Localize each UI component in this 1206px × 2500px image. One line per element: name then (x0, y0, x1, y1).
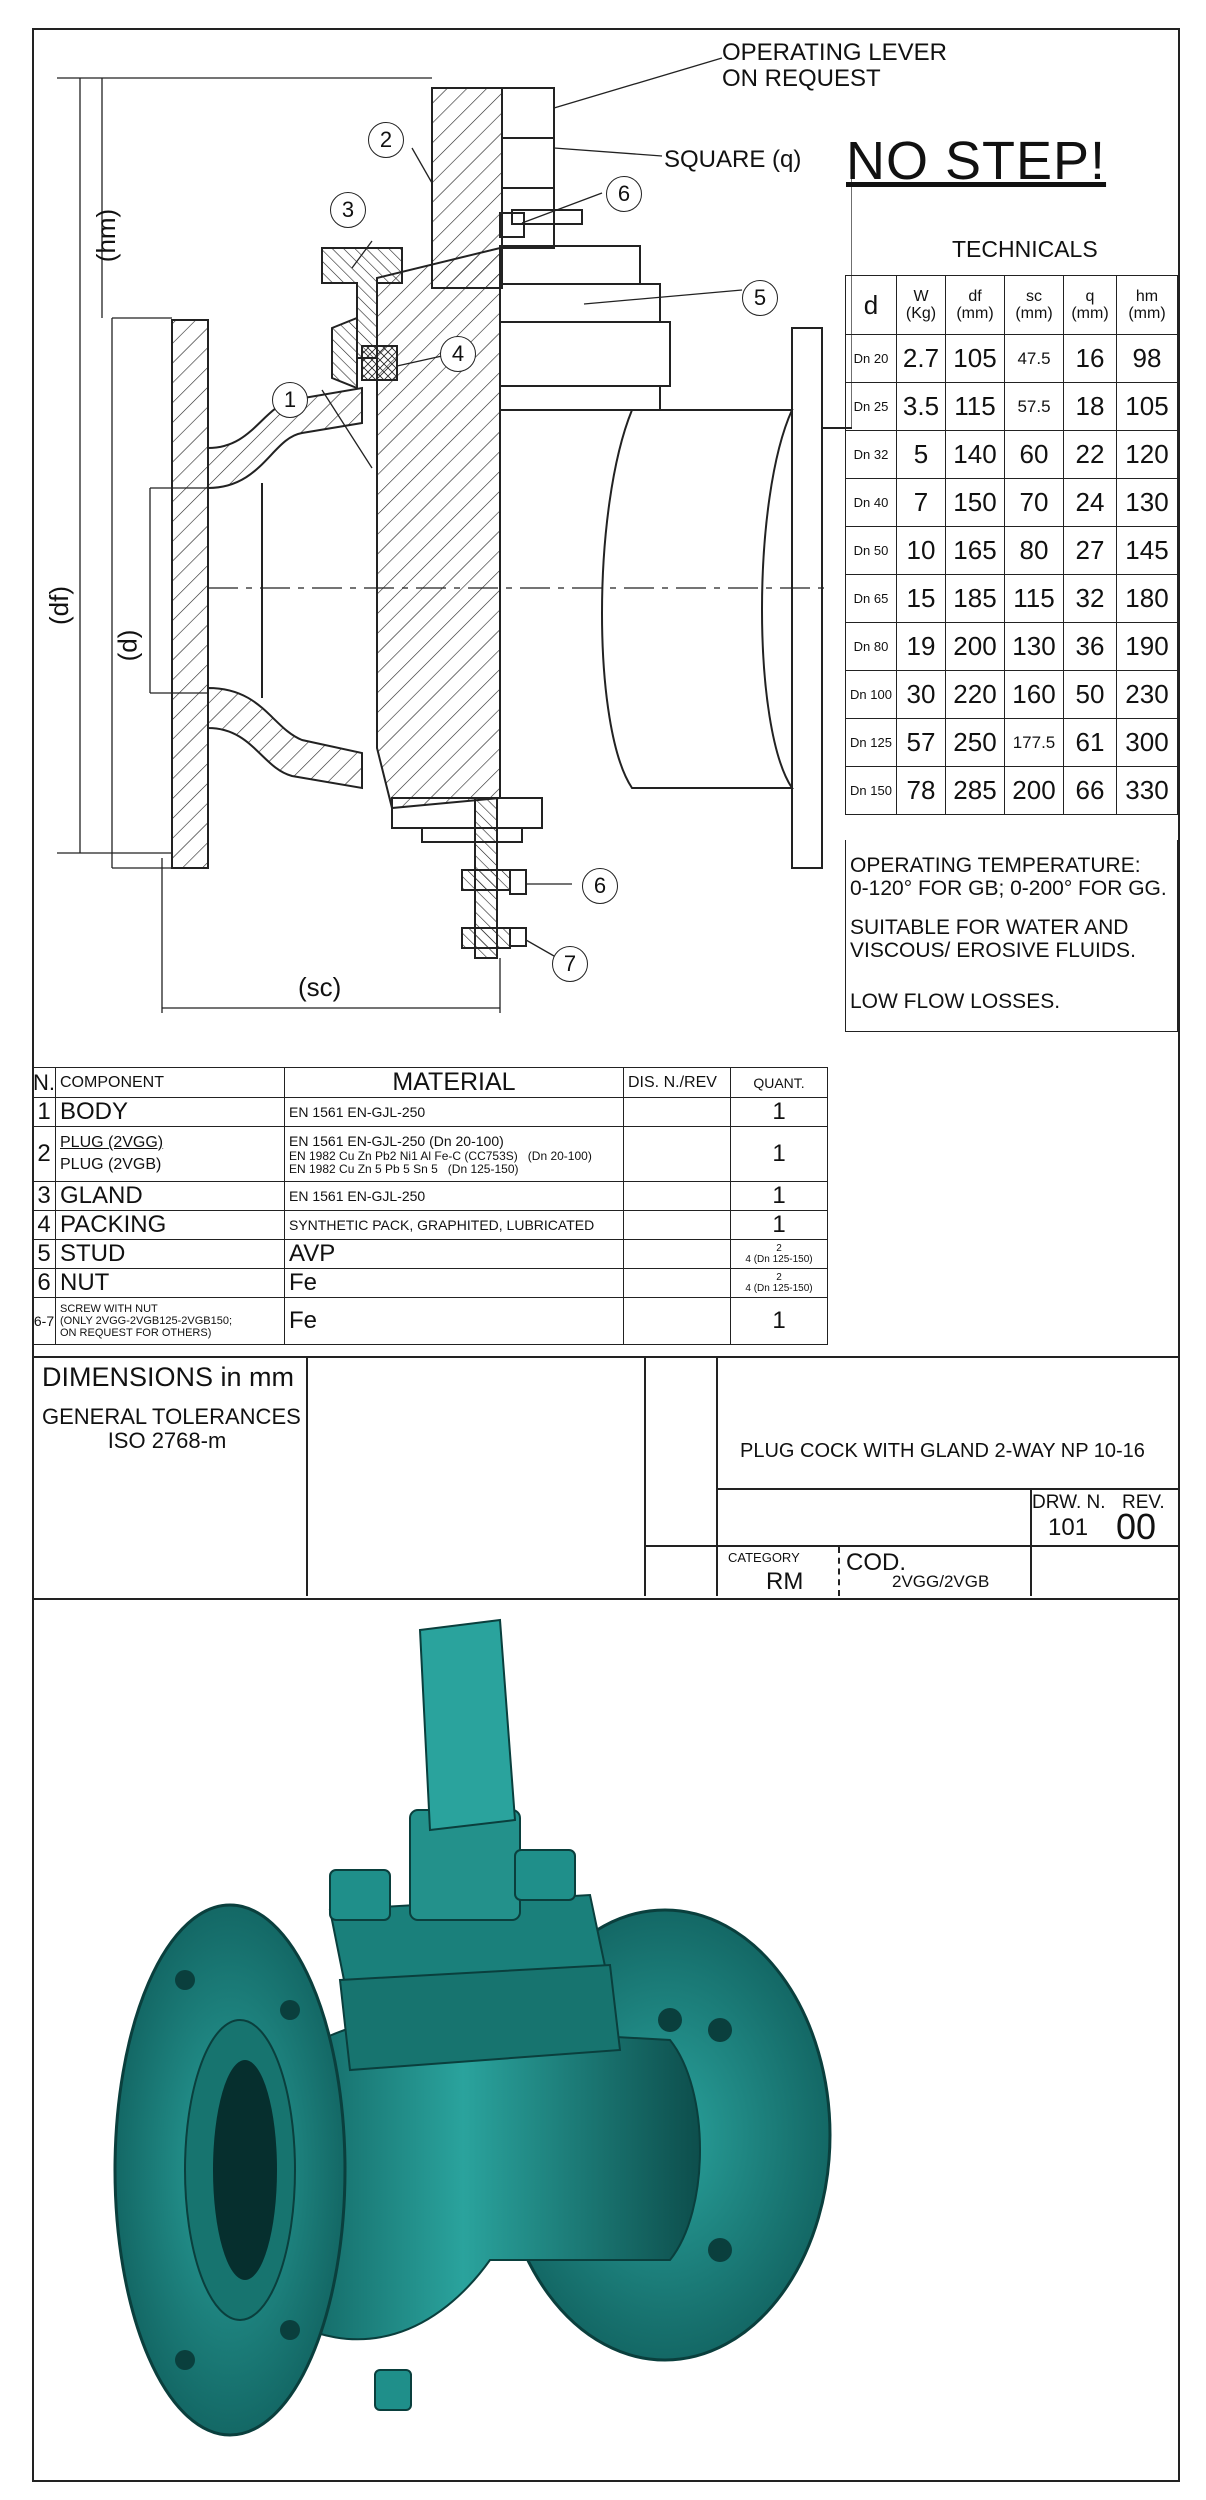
table-cell: 30 (897, 671, 946, 719)
table-cell: Dn 32 (846, 431, 897, 479)
gland-bolt (515, 1850, 575, 1900)
table-cell: Dn 125 (846, 719, 897, 767)
component-material: EN 1561 EN-GJL-250 (Dn 20-100) EN 1982 Cu Zn Pb2 Ni1 Al Fe-C (CC753S) (Dn 20-100) EN 1982 Cu Zn 5 Pb 5 Sn 5 (Dn 125-150) (285, 1127, 624, 1182)
row-number: 5 (33, 1240, 56, 1269)
table-cell: 250 (946, 719, 1005, 767)
table-cell: 230 (1117, 671, 1178, 719)
table-cell: 19 (897, 623, 946, 671)
note-line: 0-120° FOR GB; 0-200° FOR GG. (850, 877, 1167, 900)
table-cell: 3.5 (897, 383, 946, 431)
component-dis (624, 1211, 731, 1240)
title-divider (716, 1488, 1180, 1490)
header-n: N. (33, 1068, 56, 1098)
component-name: GLAND (56, 1182, 285, 1211)
technicals-table (845, 275, 1178, 815)
tolerances-line-1: GENERAL TOLERANCES (42, 1404, 301, 1429)
technicals-header-row (846, 276, 1178, 335)
row-number: 6-7 (33, 1298, 56, 1345)
component-material: Fe (285, 1298, 624, 1345)
bore (213, 2060, 277, 2280)
table-cell: 57 (897, 719, 946, 767)
table-cell: 120 (1117, 431, 1178, 479)
table-cell: 180 (1117, 575, 1178, 623)
technicals-title: TECHNICALS (952, 236, 1098, 262)
table-cell: 98 (1117, 335, 1178, 383)
drw-label: DRW. N. (1032, 1492, 1106, 1513)
table-row (846, 623, 1178, 671)
header-material: MATERIAL (285, 1068, 624, 1098)
table-row (33, 1240, 828, 1269)
component-material: Fe (285, 1269, 624, 1298)
table-row (33, 1182, 828, 1211)
header-w: W (Kg) (897, 276, 946, 335)
callout-6-bottom: 6 (582, 868, 618, 904)
table-row (846, 431, 1178, 479)
table-row (846, 575, 1178, 623)
table-cell: 200 (1005, 767, 1064, 815)
header-sc: sc (mm) (1005, 276, 1064, 335)
components-table (32, 1067, 828, 1345)
table-cell: 160 (1005, 671, 1064, 719)
component-quant: 1 (731, 1182, 828, 1211)
table-cell: 115 (1005, 575, 1064, 623)
callout-5: 5 (742, 280, 778, 316)
component-dis (624, 1269, 731, 1298)
table-cell: 165 (946, 527, 1005, 575)
title-divider (644, 1356, 646, 1596)
table-cell: 2.7 (897, 335, 946, 383)
valve-section-drawing (32, 28, 852, 1063)
component-dis (624, 1240, 731, 1269)
table-cell: Dn 40 (846, 479, 897, 527)
table-row (846, 383, 1178, 431)
cod-label: COD. (846, 1549, 906, 1576)
table-cell: 145 (1117, 527, 1178, 575)
table-cell: 185 (946, 575, 1005, 623)
component-quant: 2 4 (Dn 125-150) (731, 1240, 828, 1269)
component-quant: 1 (731, 1098, 828, 1127)
table-row (846, 719, 1178, 767)
row-number: 2 (33, 1127, 56, 1182)
component-material: EN 1561 EN-GJL-250 (285, 1182, 624, 1211)
table-cell: 15 (897, 575, 946, 623)
table-cell: 130 (1005, 623, 1064, 671)
rev-label: REV. (1122, 1492, 1165, 1513)
table-cell: 27 (1064, 527, 1117, 575)
table-cell: 22 (1064, 431, 1117, 479)
note-line: OPERATING TEMPERATURE: (850, 854, 1141, 877)
table-cell: 220 (946, 671, 1005, 719)
table-cell: Dn 100 (846, 671, 897, 719)
title-divider (838, 1547, 840, 1596)
components-header-row (33, 1068, 828, 1098)
table-cell: 36 (1064, 623, 1117, 671)
table-row (846, 335, 1178, 383)
header-quant: QUANT. (731, 1068, 828, 1098)
dim-sc: (sc) (298, 972, 342, 1002)
table-row (33, 1127, 828, 1182)
dim-d: (d) (112, 629, 143, 662)
header-q: q (mm) (1064, 276, 1117, 335)
table-row (33, 1269, 828, 1298)
title-divider (306, 1356, 308, 1596)
table-cell: 105 (1117, 383, 1178, 431)
table-cell: 115 (946, 383, 1005, 431)
technical-notes (845, 840, 1178, 1032)
component-name: BODY (56, 1098, 285, 1127)
header-d: d (846, 276, 897, 335)
component-dis (624, 1298, 731, 1345)
category-value: RM (766, 1568, 804, 1595)
table-cell: Dn 20 (846, 335, 897, 383)
component-name: PLUG (2VGG) PLUG (2VGB) (56, 1127, 285, 1182)
dim-df: (df) (44, 586, 74, 625)
callout-4: 4 (440, 336, 476, 372)
table-cell: 285 (946, 767, 1005, 815)
header-component: COMPONENT (56, 1068, 285, 1098)
callout-2: 2 (368, 122, 404, 158)
table-cell: 140 (946, 431, 1005, 479)
category-label: CATEGORY (728, 1550, 800, 1565)
drawing-title: PLUG COCK WITH GLAND 2-WAY NP 10-16 (740, 1440, 1145, 1462)
header-df: df (mm) (946, 276, 1005, 335)
title-divider (644, 1545, 1180, 1547)
callout-6-top: 6 (606, 176, 642, 212)
table-row (846, 671, 1178, 719)
table-cell: 300 (1117, 719, 1178, 767)
drw-value: 101 (1048, 1514, 1089, 1541)
rev-value: 00 (1116, 1506, 1157, 1547)
table-cell: 330 (1117, 767, 1178, 815)
header-hm: hm (mm) (1117, 276, 1178, 335)
table-cell: Dn 50 (846, 527, 897, 575)
table-cell: 60 (1005, 431, 1064, 479)
header-dis: DIS. N./REV (624, 1068, 731, 1098)
table-cell: Dn 80 (846, 623, 897, 671)
table-row (846, 479, 1178, 527)
component-quant: 2 4 (Dn 125-150) (731, 1269, 828, 1298)
table-cell: Dn 25 (846, 383, 897, 431)
component-quant: 1 (731, 1298, 828, 1345)
table-cell: 70 (1005, 479, 1064, 527)
component-name: NUT (56, 1269, 285, 1298)
dim-hm: (hm) (91, 208, 122, 263)
cod-value: 2VGG/2VGB (892, 1572, 990, 1591)
table-cell: 66 (1064, 767, 1117, 815)
table-row (33, 1098, 828, 1127)
table-cell: 105 (946, 335, 1005, 383)
callout-1: 1 (272, 382, 308, 418)
component-dis (624, 1127, 731, 1182)
callout-3: 3 (330, 192, 366, 228)
table-cell: 190 (1117, 623, 1178, 671)
callout-7: 7 (552, 946, 588, 982)
component-quant: 1 (731, 1127, 828, 1182)
square-label: SQUARE (q) (664, 146, 802, 173)
table-cell: Dn 65 (846, 575, 897, 623)
tolerances-line-2: ISO 2768-m (107, 1428, 227, 1453)
component-dis (624, 1098, 731, 1127)
table-cell: 32 (1064, 575, 1117, 623)
stem-square (420, 1620, 515, 1830)
table-cell: 16 (1064, 335, 1117, 383)
table-cell: 10 (897, 527, 946, 575)
table-cell: 78 (897, 767, 946, 815)
component-name: SCREW WITH NUT (ONLY 2VGG-2VGB125-2VGB150; ON REQUEST FOR OTHERS) (56, 1298, 285, 1345)
table-cell: 200 (946, 623, 1005, 671)
component-material: AVP (285, 1240, 624, 1269)
component-name: STUD (56, 1240, 285, 1269)
operating-lever-label: OPERATING LEVER ON REQUEST (722, 39, 947, 92)
table-cell: 7 (897, 479, 946, 527)
dimensions-label: DIMENSIONS in mm (42, 1362, 295, 1392)
table-cell: 47.5 (1005, 335, 1064, 383)
note-line: SUITABLE FOR WATER AND (850, 916, 1129, 939)
no-step-warning: NO STEP! (846, 131, 1107, 191)
table-cell: 80 (1005, 527, 1064, 575)
table-cell: 57.5 (1005, 383, 1064, 431)
component-quant: 1 (731, 1211, 828, 1240)
note-line: VISCOUS/ EROSIVE FLUIDS. (850, 939, 1136, 962)
component-name: PACKING (56, 1211, 285, 1240)
table-cell: 61 (1064, 719, 1117, 767)
component-dis (624, 1182, 731, 1211)
row-number: 4 (33, 1211, 56, 1240)
note-line: LOW FLOW LOSSES. (850, 990, 1061, 1013)
table-cell: 177.5 (1005, 719, 1064, 767)
table-cell: Dn 150 (846, 767, 897, 815)
table-cell: 24 (1064, 479, 1117, 527)
component-material: SYNTHETIC PACK, GRAPHITED, LUBRICATED (285, 1211, 624, 1240)
row-number: 3 (33, 1182, 56, 1211)
table-row (33, 1298, 828, 1345)
gland-bolt (330, 1870, 390, 1920)
table-row (846, 767, 1178, 815)
table-cell: 18 (1064, 383, 1117, 431)
table-row (33, 1211, 828, 1240)
valve-photo (110, 1610, 870, 2460)
table-row (846, 527, 1178, 575)
table-cell: 130 (1117, 479, 1178, 527)
row-number: 1 (33, 1098, 56, 1127)
component-material: EN 1561 EN-GJL-250 (285, 1098, 624, 1127)
table-cell: 150 (946, 479, 1005, 527)
bottom-screw (375, 2370, 411, 2410)
table-cell: 50 (1064, 671, 1117, 719)
table-cell: 5 (897, 431, 946, 479)
row-number: 6 (33, 1269, 56, 1298)
title-divider (716, 1356, 718, 1596)
